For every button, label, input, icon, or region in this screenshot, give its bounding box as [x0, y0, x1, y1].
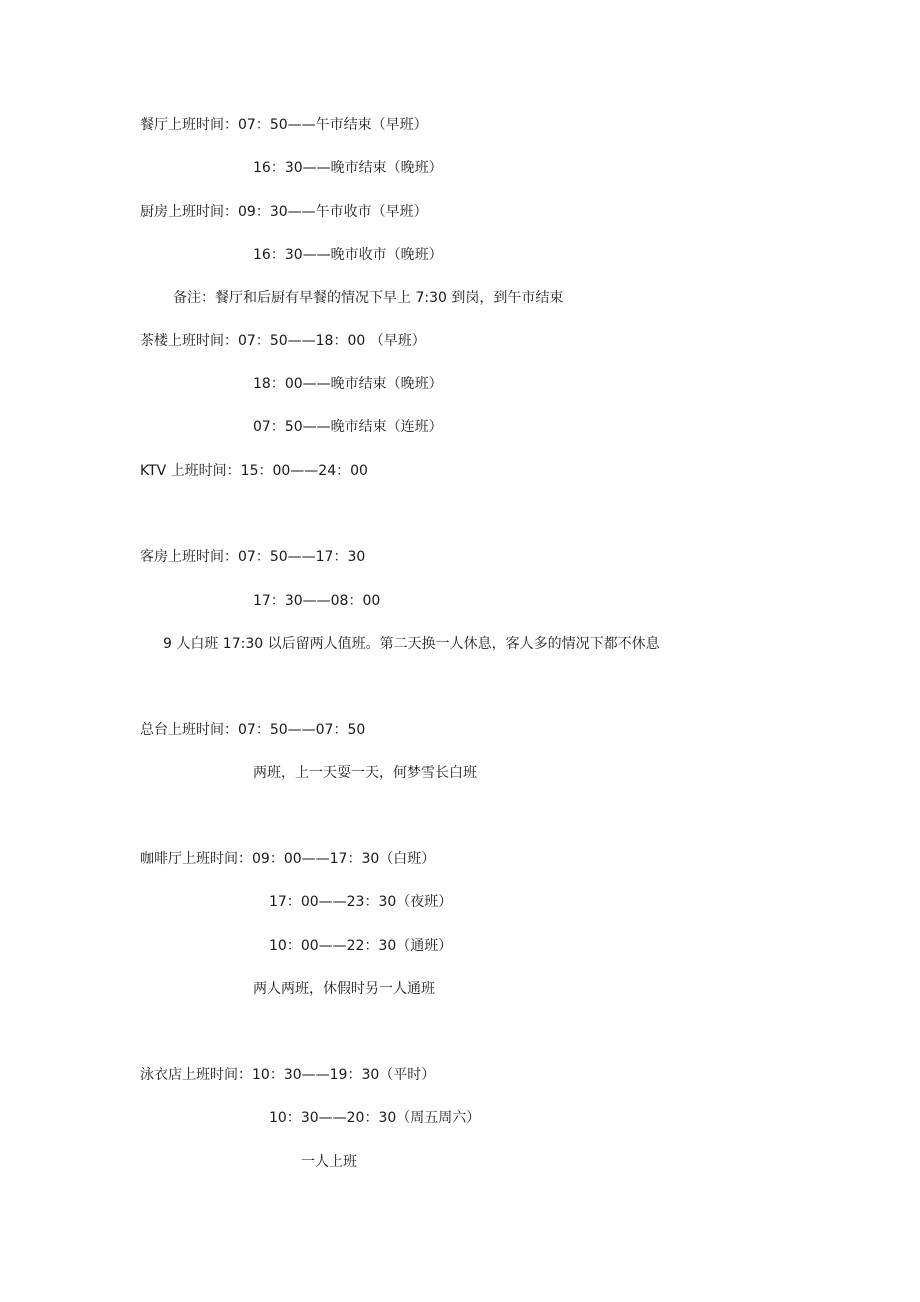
restaurant-hours-early: 餐厅上班时间：07：50——午市结束（早班） — [140, 117, 428, 133]
cafe-hours-night: 17：00——23：30（夜班） — [269, 894, 453, 910]
housekeeping-hours-night: 17：30——08：00 — [253, 593, 381, 609]
kitchen-hours-late: 16：30——晚市收市（晚班） — [253, 247, 443, 263]
swimwear-hours-weekend: 10：30——20：30（周五周六） — [269, 1110, 481, 1126]
housekeeping-note: 9 人白班 17:30 以后留两人值班。第二天换一人休息，客人多的情况下都不休息 — [163, 636, 660, 652]
teahouse-hours-continuous: 07：50——晚市结束（连班） — [253, 419, 443, 435]
swimwear-note: 一人上班 — [301, 1154, 357, 1170]
cafe-hours-full: 10：00——22：30（通班） — [269, 938, 453, 954]
kitchen-note: 备注：餐厅和后厨有早餐的情况下早上 7:30 到岗，到午市结束 — [173, 290, 564, 306]
restaurant-hours-late: 16：30——晚市结束（晚班） — [253, 160, 443, 176]
front-desk-hours: 总台上班时间：07：50——07：50 — [140, 722, 366, 738]
swimwear-hours-regular: 泳衣店上班时间：10：30——19：30（平时） — [140, 1067, 436, 1083]
ktv-hours: KTV 上班时间：15：00——24：00 — [140, 463, 368, 479]
front-desk-note: 两班，上一天耍一天，何梦雪长白班 — [253, 765, 477, 781]
teahouse-hours-late: 18：00——晚市结束（晚班） — [253, 376, 443, 392]
teahouse-hours-early: 茶楼上班时间：07：50——18：00 （早班） — [140, 333, 426, 349]
housekeeping-hours-day: 客房上班时间：07：50——17：30 — [140, 549, 366, 565]
cafe-note: 两人两班，休假时另一人通班 — [253, 981, 435, 997]
kitchen-hours-early: 厨房上班时间：09：30——午市收市（早班） — [140, 204, 428, 220]
cafe-hours-day: 咖啡厅上班时间：09：00——17：30（白班） — [140, 851, 436, 867]
